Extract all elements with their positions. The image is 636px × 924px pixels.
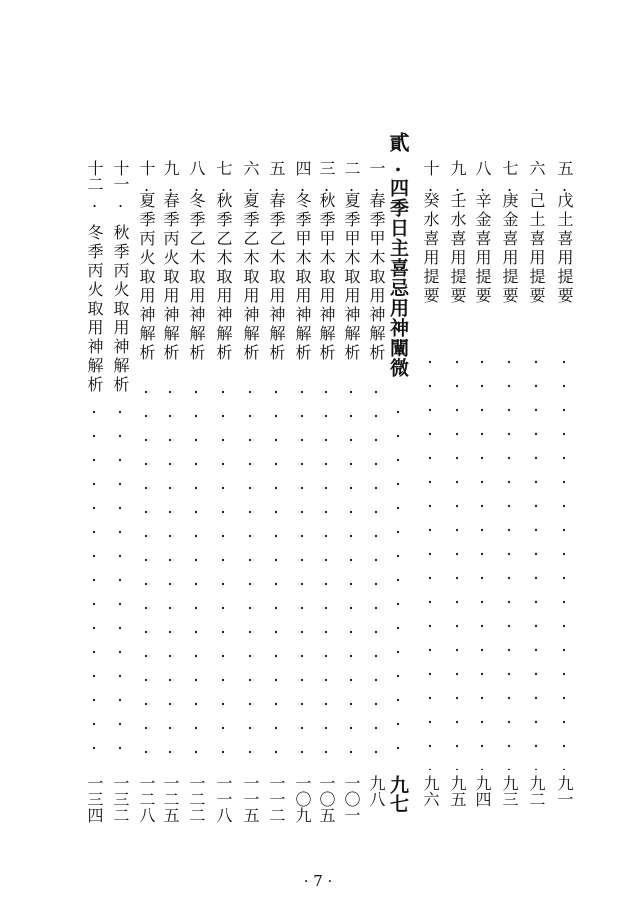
entry-number: 七.: [500, 160, 519, 195]
toc-entry[interactable]: [552, 160, 576, 832]
entry-number: 十.: [421, 160, 440, 195]
toc-entry[interactable]: [445, 160, 469, 832]
dot-leader: [222, 380, 224, 770]
toc-entry[interactable]: [364, 160, 388, 832]
entry-page: 九四: [473, 775, 492, 807]
entry-number: 七.: [214, 160, 233, 195]
entry-page: 九五: [448, 775, 467, 807]
toc-entry[interactable]: [108, 160, 132, 832]
toc-entry[interactable]: [211, 160, 235, 832]
toc-entry[interactable]: [524, 160, 548, 832]
entry-title: 春季甲木取用神解析: [367, 192, 386, 363]
toc-entry[interactable]: [82, 160, 106, 832]
entry-number: 八.: [187, 160, 206, 195]
entry-number: 四.: [293, 160, 312, 195]
entry-number: 九.: [161, 160, 180, 195]
dot-leader: [481, 350, 483, 770]
toc-entry[interactable]: [290, 160, 314, 832]
page-number: · 7 ·: [303, 872, 333, 890]
entry-title: 癸水喜用提要: [421, 192, 440, 306]
entry-page: 一三二: [111, 775, 130, 823]
dot-leader: [325, 380, 327, 770]
entry-title: 辛金喜用提要: [473, 192, 492, 306]
entry-number: 十.: [137, 160, 156, 195]
dot-leader: [375, 380, 377, 770]
dot-leader: [456, 350, 458, 770]
dot-leader: [301, 380, 303, 770]
entry-title: 夏季甲木取用神解析: [342, 192, 361, 363]
dot-leader: [145, 380, 147, 770]
entry-title: 春季丙火取用神解析: [161, 192, 180, 363]
dot-leader: [249, 380, 251, 770]
toc-entry[interactable]: [238, 160, 262, 832]
dot-leader: [508, 350, 510, 770]
dot-leader: [350, 380, 352, 770]
dot-leader: [93, 400, 95, 770]
toc-entry[interactable]: [339, 160, 363, 832]
entry-number: 二.: [342, 160, 361, 195]
entry-title: 戊土喜用提要: [555, 192, 574, 306]
section-number: 貳.: [386, 132, 410, 176]
entry-title: 夏季乙木取用神解析: [241, 192, 260, 363]
entry-number: 五.: [267, 160, 286, 195]
toc-entry[interactable]: [314, 160, 338, 832]
section-page: 九七: [387, 775, 409, 813]
entry-page: 一一五: [241, 775, 260, 823]
entry-page: 一一二: [267, 775, 286, 823]
section-title: 四季日主喜忌用神闡微: [387, 178, 409, 378]
entry-number: 十二.: [85, 160, 104, 211]
entry-number: 六.: [241, 160, 260, 195]
entry-number: 五.: [555, 160, 574, 195]
entry-page: 九六: [421, 775, 440, 807]
toc-entry[interactable]: [134, 160, 158, 832]
dot-leader: [429, 350, 431, 770]
toc-entry[interactable]: [470, 160, 494, 832]
entry-number: 八.: [473, 160, 492, 195]
entry-title: 冬季乙木取用神解析: [187, 192, 206, 363]
toc-entry[interactable]: [418, 160, 442, 832]
toc-entry[interactable]: [264, 160, 288, 832]
entry-page: 一〇五: [317, 775, 336, 823]
entry-page: 一三四: [85, 775, 104, 823]
entry-number: 一.: [367, 160, 386, 195]
entry-page: 一一八: [214, 775, 233, 823]
entry-title: 夏季丙火取用神解析: [137, 192, 156, 363]
entry-title: 春季乙木取用神解析: [267, 192, 286, 363]
entry-page: 九一: [555, 775, 574, 807]
entry-page: 一〇一: [342, 775, 361, 823]
entry-number: 九.: [448, 160, 467, 195]
entry-page: 一二五: [161, 775, 180, 823]
entry-page: 一二八: [137, 775, 156, 823]
entry-number: 六.: [527, 160, 546, 195]
dot-leader: [119, 400, 121, 770]
entry-title: 己土喜用提要: [527, 192, 546, 306]
entry-page: 九三: [500, 775, 519, 807]
entry-title: 秋季甲木取用神解析: [317, 192, 336, 363]
entry-number: 三.: [317, 160, 336, 195]
entry-page: 一二二: [187, 775, 206, 823]
entry-page: 九八: [367, 775, 386, 807]
entry-title: 秋季丙火取用神解析: [111, 224, 130, 395]
entry-page: 一〇九: [293, 775, 312, 823]
entry-title: 秋季乙木取用神解析: [214, 192, 233, 363]
dot-leader: [169, 380, 171, 770]
entry-title: 冬季甲木取用神解析: [293, 192, 312, 363]
dot-leader: [563, 350, 565, 770]
entry-title: 冬季丙火取用神解析: [85, 224, 104, 395]
entry-title: 壬水喜用提要: [448, 192, 467, 306]
toc-entry[interactable]: [184, 160, 208, 832]
dot-leader: [397, 400, 399, 770]
dot-leader: [195, 380, 197, 770]
dot-leader: [275, 380, 277, 770]
entry-number: 十一.: [111, 160, 130, 211]
entry-page: 九二: [527, 775, 546, 807]
toc-section-heading[interactable]: [386, 132, 410, 832]
toc-entry[interactable]: [158, 160, 182, 832]
entry-title: 庚金喜用提要: [500, 192, 519, 306]
toc-entry[interactable]: [497, 160, 521, 832]
dot-leader: [535, 350, 537, 770]
